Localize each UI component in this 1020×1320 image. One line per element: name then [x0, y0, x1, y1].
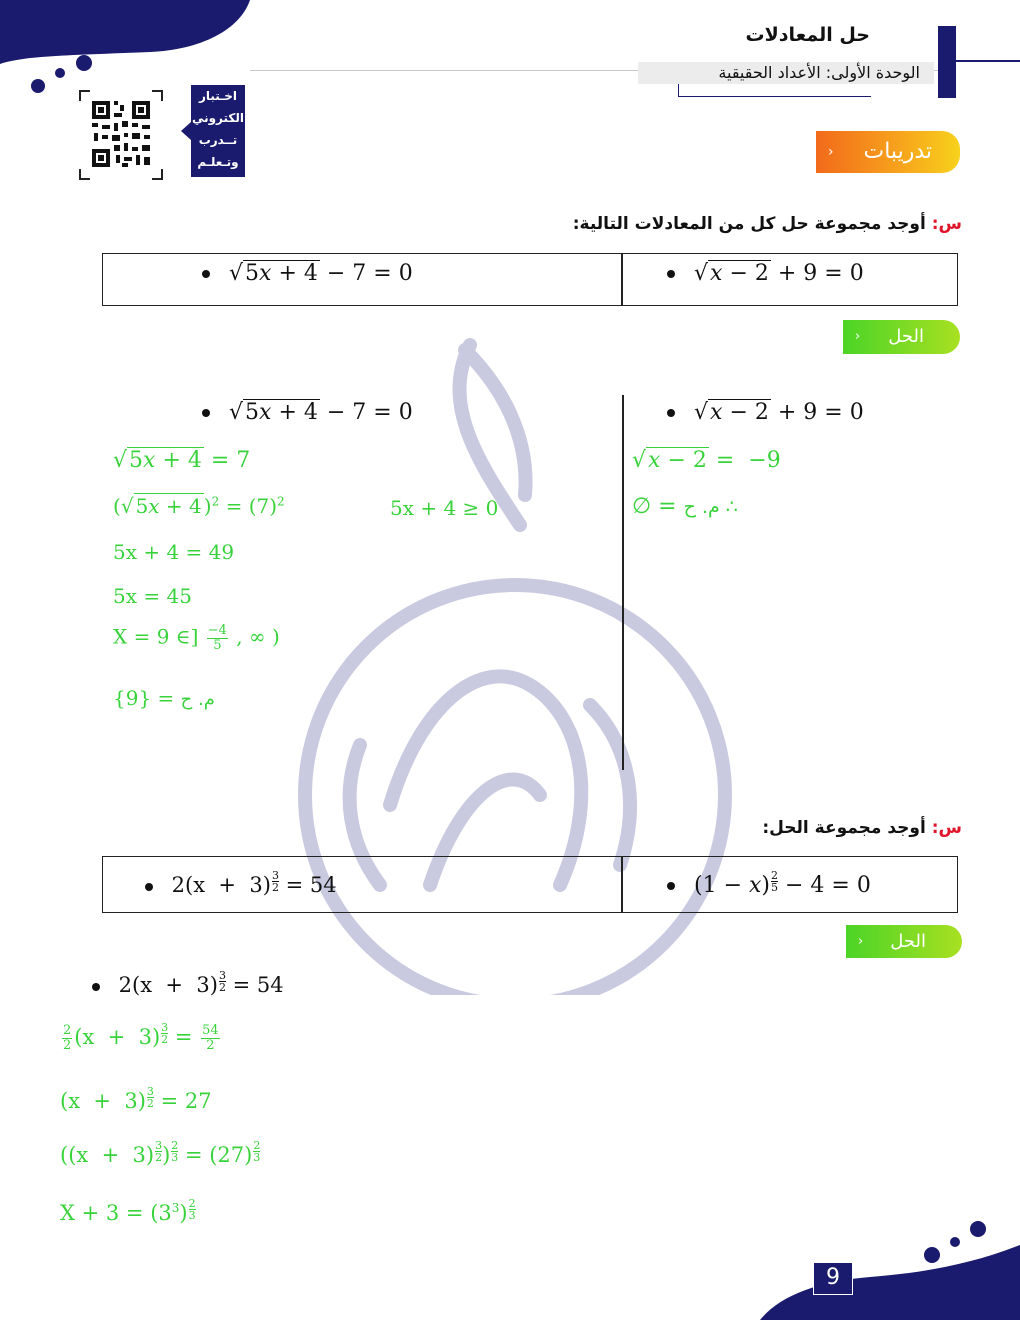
question-label: س:: [931, 818, 962, 838]
page-number: 9: [813, 1262, 853, 1295]
chevron-left-icon: ‹: [855, 329, 861, 344]
equation-right-1: √x − 2 + 9 = 0: [655, 261, 864, 286]
question-text: أوجد مجموعة حل كل من المعادلات التالية:: [572, 214, 926, 234]
e-test-promo[interactable]: [191, 85, 245, 177]
table-divider: [621, 254, 623, 305]
promo-line: الكتروني: [191, 111, 245, 125]
bullet-icon: [202, 270, 210, 278]
solution-left-step-1: √5x + 4 = 7: [113, 448, 251, 473]
solution-left-step-3: 5x + 4 = 49: [113, 540, 235, 564]
solution-right-step-1: √x − 2 = −9: [632, 448, 781, 473]
table-divider: [621, 857, 623, 912]
question-1: [440, 214, 962, 234]
equation-left-1: √5x + 4 − 7 = 0: [190, 261, 413, 286]
solution-2-heading: 2(x + 3) $\frac{3}{2}$ = 54: [80, 970, 284, 997]
solution-left-step-4: 5x = 45: [113, 584, 192, 608]
solution-left-heading: √5x + 4 − 7 = 0: [190, 400, 413, 425]
header-line: [956, 60, 1020, 62]
promo-line: تــدرب: [198, 133, 238, 147]
solution-2-step-2: (x + 3) $\frac{3}{2}$ = 27: [60, 1085, 212, 1113]
bullet-icon: [202, 409, 210, 417]
solution-2-step-1: $\frac{2}{2}$ (x + 3) $\frac{3}{2}$ = $\frac{54}{2}$: [63, 1021, 219, 1053]
exercises-tag: تدريبات ‹: [816, 131, 960, 173]
solution-left-step-5: X = 9 ∈] $\frac{-4}{5}$ , ∞ ): [113, 623, 280, 653]
solution-1-divider: [622, 395, 624, 770]
bullet-icon: [92, 983, 100, 991]
bullet-icon: [667, 882, 675, 890]
solution-2-step-3: ((x + 3) $\frac{3}{2}$ ) $\frac{2}{3}$ = (27) $\frac{2}{3}$: [60, 1139, 261, 1167]
promo-line: اخـتبار: [198, 89, 238, 103]
promo-line: وتـعلـم: [197, 155, 239, 169]
solution-right-heading: √x − 2 + 9 = 0: [655, 400, 864, 425]
question-label: س:: [931, 214, 962, 234]
promo-pointer: [181, 122, 191, 140]
unit-underline: [678, 84, 871, 97]
bullet-icon: [145, 883, 153, 891]
header-bar: [938, 26, 956, 98]
domain-condition: 5x + 4 ≥ 0: [390, 496, 499, 520]
solution-2-step-4: $X + 3 = (3^3)$ $\frac{2}{3}$: [60, 1197, 196, 1225]
bullet-icon: [667, 270, 675, 278]
bottom-right-decoration: [760, 1215, 1020, 1320]
chevron-left-icon: ‹: [858, 934, 864, 949]
unit-label: الوحدة الأولى: الأعداد الحقيقية: [638, 62, 934, 84]
bullet-icon: [667, 409, 675, 417]
qr-code-icon: [78, 87, 164, 183]
qr-code-frame[interactable]: [78, 87, 164, 183]
solution-tag-1: الحل ‹: [843, 320, 960, 354]
equation-right-2: (1 − x) $\frac{2}{5}$ − 4 = 0: [655, 870, 871, 898]
solution-left-step-6: {9} = م. ح: [113, 686, 215, 710]
page-title: حل المعادلات: [745, 24, 870, 46]
solution-right-step-2: ∅ = م. ح ∴: [632, 494, 738, 519]
question-2: [540, 818, 962, 838]
chevron-left-icon: ‹: [828, 144, 834, 160]
equation-left-2: 2(x + 3) $\frac{3}{2}$ = 54: [133, 870, 337, 897]
solution-left-step-2: (√ 5x + 4 )$^2 = (7)^2$: [113, 494, 285, 518]
question-text: أوجد مجموعة الحل:: [762, 818, 926, 838]
solution-tag-2: الحل ‹: [846, 925, 962, 958]
